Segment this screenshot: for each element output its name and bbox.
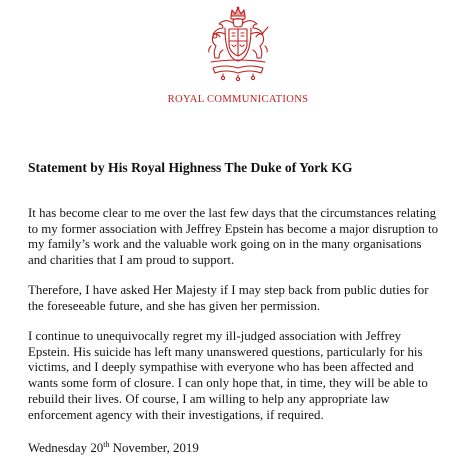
statement-paragraph-1 bbox=[28, 206, 458, 269]
paragraph-line: the foreseeable future, and she has given her permission. bbox=[28, 298, 321, 313]
date-prefix: Wednesday 20 bbox=[28, 441, 104, 455]
date-ordinal: th bbox=[103, 440, 110, 449]
royal-coat-of-arms-icon bbox=[201, 6, 275, 84]
paragraph-line: I continue to unequivocally regret my ill-judged association with Jeffrey bbox=[28, 329, 402, 343]
statement-date bbox=[28, 441, 199, 456]
paragraph-line: rebuild their lives. Of course, I am willing to help any appropriate law bbox=[28, 391, 390, 406]
date-suffix: November, 2019 bbox=[109, 441, 199, 455]
statement-paragraph-3 bbox=[28, 329, 458, 423]
paragraph-line: victims, and I deeply sympathise with everyone who has been affected and bbox=[28, 360, 414, 375]
paragraph-line: my family’s work and the valuable work going on in the many organisations bbox=[28, 237, 422, 252]
paragraph-line: to my former association with Jeffrey Epstein has become a major disruption to bbox=[28, 221, 439, 236]
paragraph-line: and charities that I am proud to support. bbox=[28, 253, 235, 268]
statement-heading: Statement by His Royal Highness The Duke of York KG bbox=[28, 160, 353, 175]
paragraph-line: enforcement agency with their investigations, if required. bbox=[28, 407, 324, 422]
masthead-title: ROYAL COMMUNICATIONS bbox=[167, 94, 309, 105]
statement-paragraph-2 bbox=[28, 283, 458, 314]
paragraph-line: Epstein. His suicide has left many unanswered questions, particularly for his bbox=[28, 344, 423, 359]
paragraph-line: It has become clear to me over the last few days that the circumstances relating bbox=[28, 206, 437, 220]
paragraph-line: Therefore, I have asked Her Majesty if I may step back from public duties for bbox=[28, 283, 429, 297]
paragraph-line: wants some form of closure. I can only hope that, in time, they will be able to bbox=[28, 376, 428, 391]
